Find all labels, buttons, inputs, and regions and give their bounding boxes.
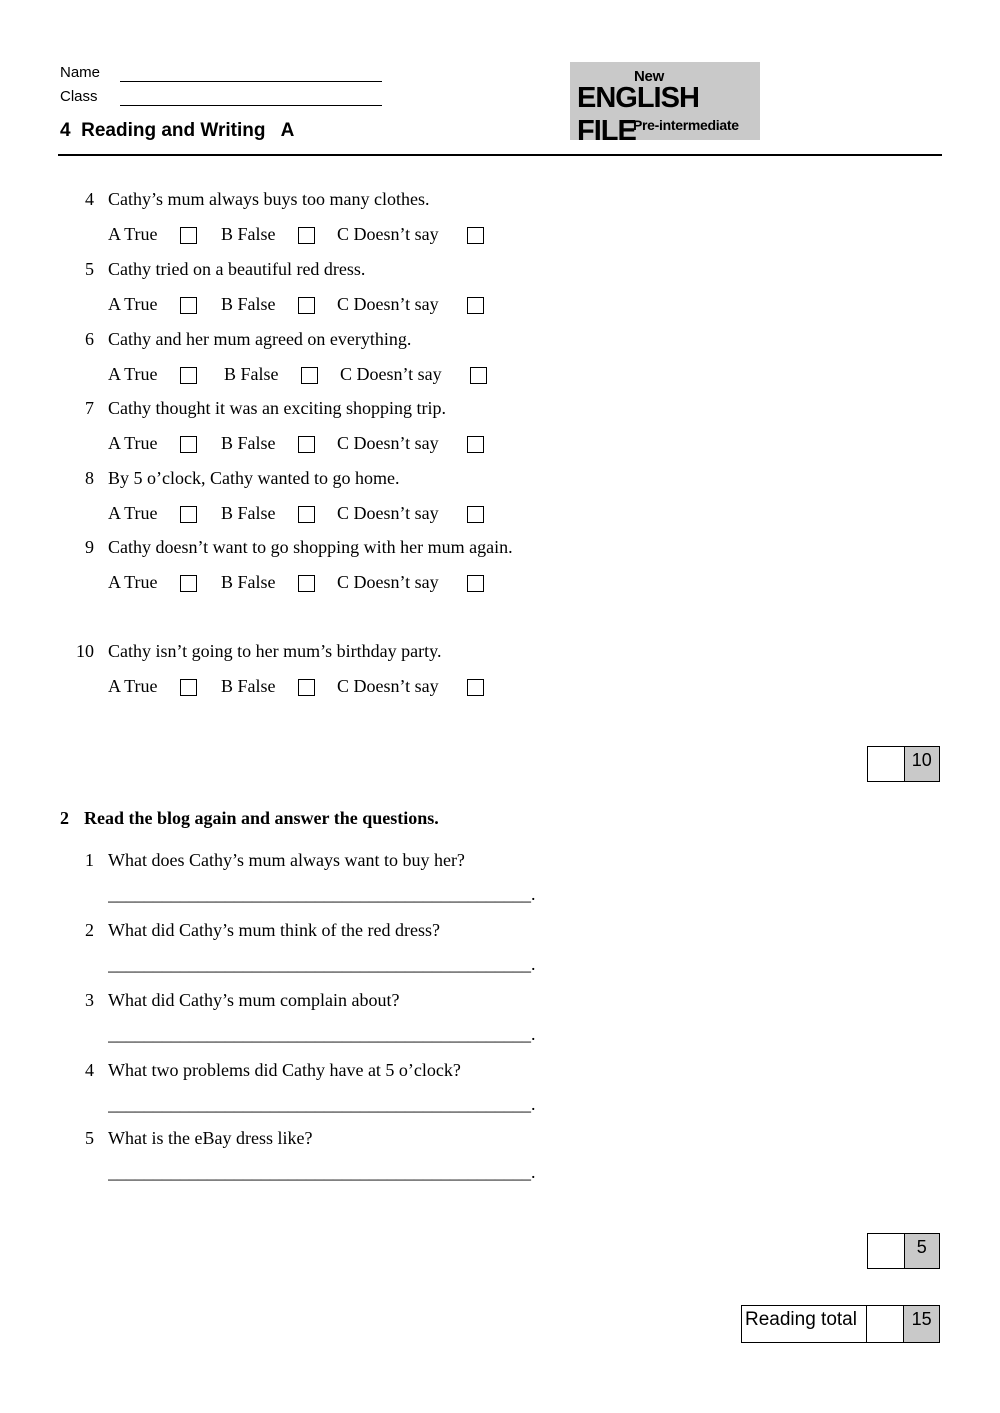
option-doesnt-say-checkbox[interactable]	[467, 575, 484, 592]
page-title: 4 Reading and Writing A	[60, 120, 295, 141]
question-number: 6	[85, 329, 94, 349]
option-doesnt-say-checkbox[interactable]	[467, 506, 484, 523]
answer-options	[108, 503, 528, 527]
name-label: Name	[60, 64, 101, 81]
question-text: What does Cathy’s mum always want to buy her?	[108, 850, 465, 870]
question-text: Cathy thought it was an exciting shopping trip.	[108, 398, 446, 418]
logo-title: ENGLISH FILE	[577, 82, 699, 147]
section2-number: 2	[60, 808, 69, 828]
reading-total-box	[741, 1305, 940, 1343]
answer-options	[108, 433, 528, 457]
english-file-logo	[570, 62, 760, 147]
option-false-label: B False	[221, 433, 276, 453]
reading-total-input[interactable]	[867, 1306, 904, 1342]
reading-total-label: Reading total	[742, 1306, 867, 1342]
question-text: Cathy doesn’t want to go shopping with her mum again.	[108, 537, 513, 557]
question-number: 8	[85, 468, 94, 488]
answer-line[interactable]: _______________________________________________.	[108, 1094, 536, 1114]
option-doesnt-say-label: C Doesn’t say	[337, 433, 439, 453]
option-false-label: B False	[221, 224, 276, 244]
option-false-checkbox[interactable]	[298, 679, 315, 696]
section1-score-box	[867, 746, 940, 782]
option-doesnt-say-label: C Doesn’t say	[337, 572, 439, 592]
answer-line[interactable]: _______________________________________________.	[108, 1024, 536, 1044]
option-true-checkbox[interactable]	[180, 506, 197, 523]
option-true-checkbox[interactable]	[180, 575, 197, 592]
question-number: 5	[85, 1128, 94, 1148]
name-field[interactable]	[120, 81, 382, 82]
option-true-label: A True	[108, 294, 158, 314]
section1-score-total: 10	[905, 747, 940, 781]
reading-total-value: 15	[904, 1306, 939, 1342]
question-text: What is the eBay dress like?	[108, 1128, 313, 1148]
option-doesnt-say-checkbox[interactable]	[467, 436, 484, 453]
option-true-label: A True	[108, 503, 158, 523]
header-divider	[58, 154, 942, 156]
section2-instruction: Read the blog again and answer the questions.	[84, 808, 439, 828]
section2-score-input[interactable]	[868, 1234, 905, 1268]
option-doesnt-say-label: C Doesn’t say	[337, 224, 439, 244]
class-field[interactable]	[120, 105, 382, 106]
option-false-checkbox[interactable]	[298, 297, 315, 314]
option-false-checkbox[interactable]	[298, 436, 315, 453]
section2-score-box	[867, 1233, 940, 1269]
question-text: Cathy isn’t going to her mum’s birthday party.	[108, 641, 442, 661]
question-text: By 5 o’clock, Cathy wanted to go home.	[108, 468, 400, 488]
option-doesnt-say-checkbox[interactable]	[467, 297, 484, 314]
option-true-label: A True	[108, 572, 158, 592]
logo-new: New	[634, 68, 664, 85]
option-true-label: A True	[108, 676, 158, 696]
question-number: 4	[85, 1060, 94, 1080]
question-number: 2	[85, 920, 94, 940]
class-label: Class	[60, 88, 98, 105]
question-number: 7	[85, 398, 94, 418]
option-true-label: A True	[108, 224, 158, 244]
option-false-label: B False	[221, 572, 276, 592]
question-text: What did Cathy’s mum complain about?	[108, 990, 400, 1010]
option-false-checkbox[interactable]	[298, 227, 315, 244]
option-doesnt-say-label: C Doesn’t say	[337, 503, 439, 523]
option-doesnt-say-checkbox[interactable]	[467, 227, 484, 244]
question-number: 10	[76, 641, 94, 661]
option-true-checkbox[interactable]	[180, 436, 197, 453]
option-false-label: B False	[221, 676, 276, 696]
section2-score-total: 5	[905, 1234, 940, 1268]
option-false-label: B False	[224, 364, 279, 384]
option-false-checkbox[interactable]	[301, 367, 318, 384]
answer-options	[108, 676, 528, 700]
option-false-label: B False	[221, 503, 276, 523]
question-text: Cathy and her mum agreed on everything.	[108, 329, 412, 349]
question-number: 4	[85, 189, 94, 209]
question-text: Cathy’s mum always buys too many clothes.	[108, 189, 430, 209]
section1-score-input[interactable]	[868, 747, 905, 781]
option-true-checkbox[interactable]	[180, 679, 197, 696]
option-false-checkbox[interactable]	[298, 575, 315, 592]
answer-options	[108, 572, 528, 596]
question-number: 1	[85, 850, 94, 870]
question-number: 9	[85, 537, 94, 557]
answer-options	[108, 364, 528, 388]
option-doesnt-say-checkbox[interactable]	[470, 367, 487, 384]
option-doesnt-say-label: C Doesn’t say	[337, 676, 439, 696]
answer-line[interactable]: _______________________________________________.	[108, 884, 536, 904]
option-true-label: A True	[108, 433, 158, 453]
question-number: 5	[85, 259, 94, 279]
answer-line[interactable]: _______________________________________________.	[108, 954, 536, 974]
answer-line[interactable]: _______________________________________________.	[108, 1162, 536, 1182]
option-true-checkbox[interactable]	[180, 367, 197, 384]
option-doesnt-say-checkbox[interactable]	[467, 679, 484, 696]
logo-level: Pre-intermediate	[633, 117, 739, 133]
question-number: 3	[85, 990, 94, 1010]
option-false-label: B False	[221, 294, 276, 314]
question-text: Cathy tried on a beautiful red dress.	[108, 259, 366, 279]
option-doesnt-say-label: C Doesn’t say	[340, 364, 442, 384]
answer-options	[108, 224, 528, 248]
question-text: What two problems did Cathy have at 5 o’clock?	[108, 1060, 461, 1080]
option-true-checkbox[interactable]	[180, 297, 197, 314]
option-doesnt-say-label: C Doesn’t say	[337, 294, 439, 314]
option-true-label: A True	[108, 364, 158, 384]
question-text: What did Cathy’s mum think of the red dress?	[108, 920, 440, 940]
answer-options	[108, 294, 528, 318]
option-true-checkbox[interactable]	[180, 227, 197, 244]
option-false-checkbox[interactable]	[298, 506, 315, 523]
